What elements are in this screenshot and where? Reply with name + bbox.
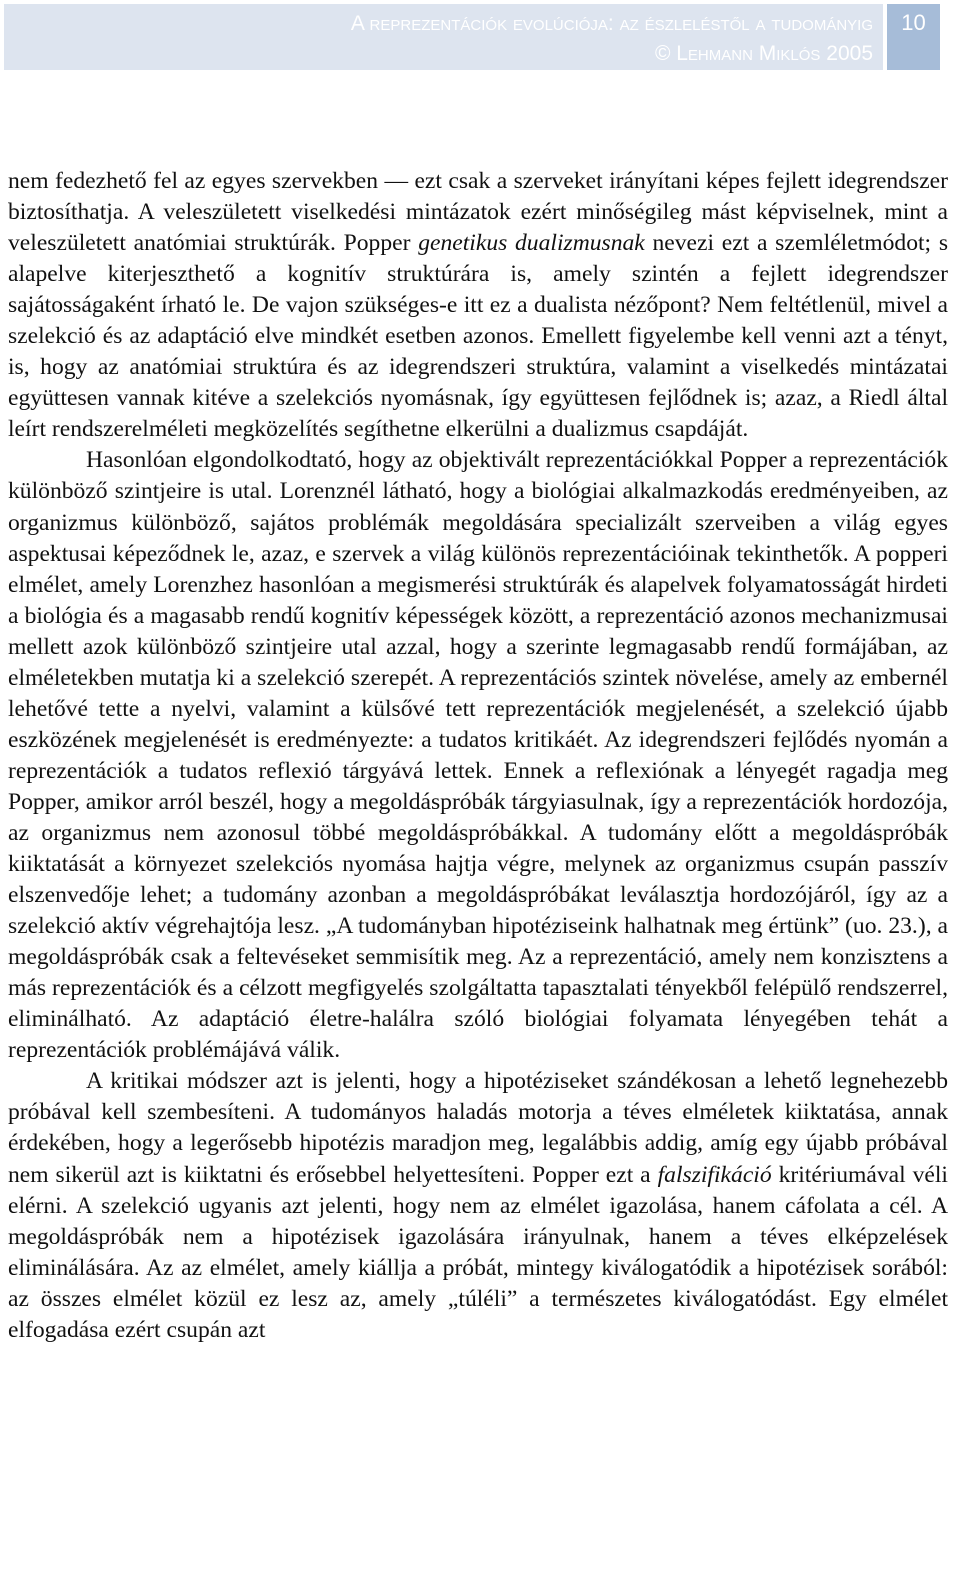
p3-text-b: kritériumával véli elérni. A szelekció ugyanis azt jelenti, hogy nem az elmélet igazolása, hanem cáfolata a cél. A megoldáspróbák nem a hipotézisek igazolására irányulnak, hanem a téves elképzelések eliminálására. Az az elmélet, amely kiállja a próbát, mintegy kiválogatódik a hipotézisek sorából: az összes elmélet közül ez lesz az, amely „túléli” a természetes kiválogatódást. Egy elmélet elfogadása ezért csupán azt bbox=[8, 1161, 948, 1343]
term-falsification: falszifikáció bbox=[657, 1161, 772, 1188]
page-number-box bbox=[887, 4, 940, 70]
page-number: 10 bbox=[901, 10, 926, 35]
paragraph-2: Hasonlóan elgondolkodtató, hogy az objektivált reprezentációkkal Popper a reprezentációk különböző szintjeire is utal. Lorenznél látható, hogy a biológiai alkalmazkodás eredményeiben, az organizmus különböző, sajátos problémák megoldására specializált szerveiben a világ egyes aspektusai képeződnek le, azaz, e szervek a világ különös reprezentációinak tekinthetők. A popperi elmélet, amely Lorenzhez hasonlóan a megismerési struktúrák és alapelvek folyamatosságát hirdeti a biológia és a magasabb rendű kognitív képességek között, a reprezentáció azonos mechanizmusai mellett azok különböző szintjeire utal azzal, hogy a szerinte legmagasabb rendű formájában, az elméletekben mutatja ki a szelekció szerepét. A reprezentációs szintek növelése, amely az embernél lehetővé tette a nyelvi, valamint a külsővé tett reprezentációk megjelenését, a szelekció újabb eszközének megjelenését is eredményezte: a tudatos kritikáét. Az idegrendszeri fejlődés nyomán a reprezentációk a tudatos reflexió tárgyává lettek. Ennek a reflexiónak a lényegét ragadja meg Popper, amikor arról beszél, hogy a megoldáspróbák tárgyiasulnak, így a reprezentációk hordozója, az organizmus nem azonosul többé megoldáspróbákkal. A tudomány előtt a megoldáspróbák kiiktatását a környezet szelekciós nyomása hajtja végre, melynek az organizmus csupán passzív elszenvedője lehet; a tudomány azonban a megoldáspróbákat leválasztja hordozójáról, így az a szelekció aktív végrehajtója lesz. „A tudományban hipotéziseink halhatnak meg értünk” (uo. 23.), a megoldáspróbák csak a feltevéseket semmisítik meg. Az a reprezentáció, amely nem konzisztens a más reprezentációk és a célzott megfigyelés szolgáltatta tapasztalati tényekből felépülő rendszerrel, eliminálható. Az adaptáció életre-halálra szóló biológiai folyamata lényegében tehát a reprezentációk problémájává válik. bbox=[8, 447, 948, 1064]
paragraph-3 bbox=[8, 1066, 948, 1345]
body-text bbox=[8, 166, 948, 1346]
header-title: A reprezentációk evolúciója: az észleléstől a tudományig bbox=[350, 12, 873, 35]
paragraph-1 bbox=[8, 166, 948, 445]
running-header bbox=[4, 4, 883, 70]
p1-text-b: nevezi ezt a szemléletmódot; s alapelve kiterjeszthető a kognitív struktúrára is, amely szintén a fejlett idegrendszer sajátosságaként írható le. De vajon szükséges-e itt ez a dualista nézőpont? Nem feltétlenül, mivel a szelekció és az adaptáció elve mindkét esetben azonos. Emellett figyelembe kell venni azt a tényt, is, hogy az anatómiai struktúra és az idegrendszeri struktúra, valamint a viselkedés mintázatai együttesen vannak kitéve a szelekciós nyomásnak, így együttesen fejlődnek is; azaz, a Riedl által leírt rendszerelméleti megközelítés segíthetne elkerülni a dualizmus csapdáját. bbox=[8, 230, 949, 443]
header-author: © Lehmann Miklós 2005 bbox=[654, 42, 873, 65]
p3-text-a: A kritikai módszer azt is jelenti, hogy a hipotéziseket szándékosan a lehető legnehezebb próbával kell szembesíteni. A tudományos haladás motorja a téves elméletek kiiktatása, annak érdekében, hogy a legerősebb hipotézis maradjon meg, legalábbis addig, amíg egy újabb próbával nem sikerül azt is kiiktatni és erősebbel helyettesíteni. Popper ezt a bbox=[8, 1068, 948, 1188]
term-genetic-dualism: genetikus dualizmusnak bbox=[418, 230, 645, 257]
p1-text-a: nem fedezhető fel az egyes szervekben — ezt csak a szerveket irányítani képes fejlett idegrendszer biztosíthatja. A veleszületett viselkedési mintázatok ezért minőségileg mást képviselnek, mint a veleszületett anatómiai struktúrák. Popper bbox=[8, 168, 948, 257]
